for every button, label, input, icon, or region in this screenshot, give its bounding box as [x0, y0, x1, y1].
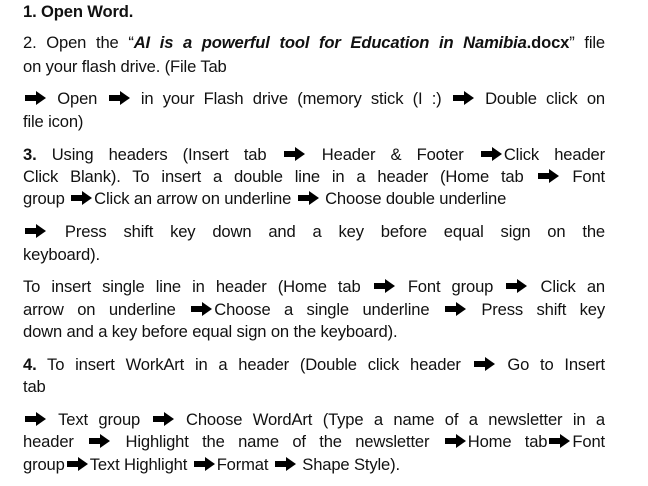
text-segment: 3.: [23, 145, 37, 164]
text-segment: 4.: [23, 355, 37, 374]
text-segment: arrow on underline: [23, 300, 190, 319]
right-arrow-icon: [194, 457, 215, 471]
text-line: [23, 2, 605, 22]
text-line: [23, 410, 605, 430]
text-line: [23, 322, 605, 342]
right-arrow-icon: [153, 412, 174, 426]
text-segment: .docx: [526, 33, 570, 52]
right-arrow-icon: [109, 91, 130, 105]
text-segment: ” file: [569, 33, 605, 52]
right-arrow-icon: [71, 191, 92, 205]
right-arrow-icon: [445, 434, 466, 448]
text-segment: Home tab: [467, 432, 548, 451]
text-segment: in your Flash drive (memory stick (I :): [131, 89, 451, 108]
right-arrow-icon: [506, 279, 527, 293]
text-line: [23, 189, 605, 209]
text-segment: Choose a single underline: [214, 300, 443, 319]
text-segment: group: [23, 455, 65, 474]
text-segment: file icon): [23, 112, 84, 131]
right-arrow-icon: [374, 279, 395, 293]
right-arrow-icon: [275, 457, 296, 471]
text-segment: Text group: [48, 410, 151, 429]
right-arrow-icon: [25, 412, 46, 426]
text-line: [23, 300, 605, 320]
right-arrow-icon: [453, 91, 474, 105]
text-line: [23, 167, 605, 187]
right-arrow-icon: [25, 91, 46, 105]
text-segment: Go to Insert: [496, 355, 605, 374]
right-arrow-icon: [474, 357, 495, 371]
text-segment: To insert single line in header (Home tab: [23, 277, 372, 296]
text-segment: To insert WorkArt in a header (Double click header: [36, 355, 472, 374]
text-line: [23, 145, 605, 165]
text-line: [23, 33, 605, 53]
text-segment: Highlight the name of the newsletter: [112, 432, 443, 451]
text-segment: Press shift key down and a key before equal sign on the: [48, 222, 605, 241]
right-arrow-icon: [298, 191, 319, 205]
text-line: [23, 432, 605, 452]
text-segment: Click an arrow on underline: [94, 189, 296, 208]
text-segment: Click an: [529, 277, 605, 296]
right-arrow-icon: [284, 147, 305, 161]
right-arrow-icon: [481, 147, 502, 161]
text-segment: Open: [48, 89, 107, 108]
text-segment: AI is a powerful tool for Education in Namibia: [133, 33, 527, 52]
text-segment: tab: [23, 377, 46, 396]
right-arrow-icon: [538, 169, 559, 183]
text-segment: Header & Footer: [306, 145, 479, 164]
text-line: [23, 112, 605, 132]
text-segment: Press shift key: [467, 300, 605, 319]
right-arrow-icon: [549, 434, 570, 448]
right-arrow-icon: [191, 302, 212, 316]
text-segment: Font: [560, 167, 605, 186]
text-segment: on your flash drive. (File Tab: [23, 57, 227, 76]
text-segment: 2. Open the “: [23, 33, 134, 52]
text-line: [23, 355, 605, 375]
text-segment: Double click on: [475, 89, 605, 108]
right-arrow-icon: [67, 457, 88, 471]
text-line: [23, 377, 605, 397]
right-arrow-icon: [89, 434, 110, 448]
text-line: [23, 89, 605, 109]
text-segment: 1. Open Word.: [23, 2, 134, 21]
right-arrow-icon: [445, 302, 466, 316]
text-line: [23, 222, 605, 242]
text-segment: Text Highlight: [89, 455, 192, 474]
text-line: [23, 57, 605, 77]
text-segment: Font: [572, 432, 605, 451]
text-line: [23, 455, 605, 475]
text-segment: header: [23, 432, 88, 451]
text-segment: Shape Style).: [297, 455, 400, 474]
text-segment: Click Blank). To insert a double line in a header (Home tab: [23, 167, 536, 186]
text-segment: keyboard).: [23, 245, 100, 264]
text-segment: Click header: [503, 145, 605, 164]
text-segment: Using headers (Insert tab: [36, 145, 282, 164]
text-segment: down and a key before equal sign on the keyboard).: [23, 322, 398, 341]
text-segment: Choose WordArt (Type a name of a newsletter in a: [175, 410, 605, 429]
text-segment: group: [23, 189, 70, 208]
text-line: [23, 245, 605, 265]
right-arrow-icon: [25, 224, 46, 238]
text-segment: Choose double underline: [320, 189, 507, 208]
text-line: [23, 277, 605, 297]
text-segment: Font group: [396, 277, 505, 296]
text-segment: Format: [216, 455, 273, 474]
